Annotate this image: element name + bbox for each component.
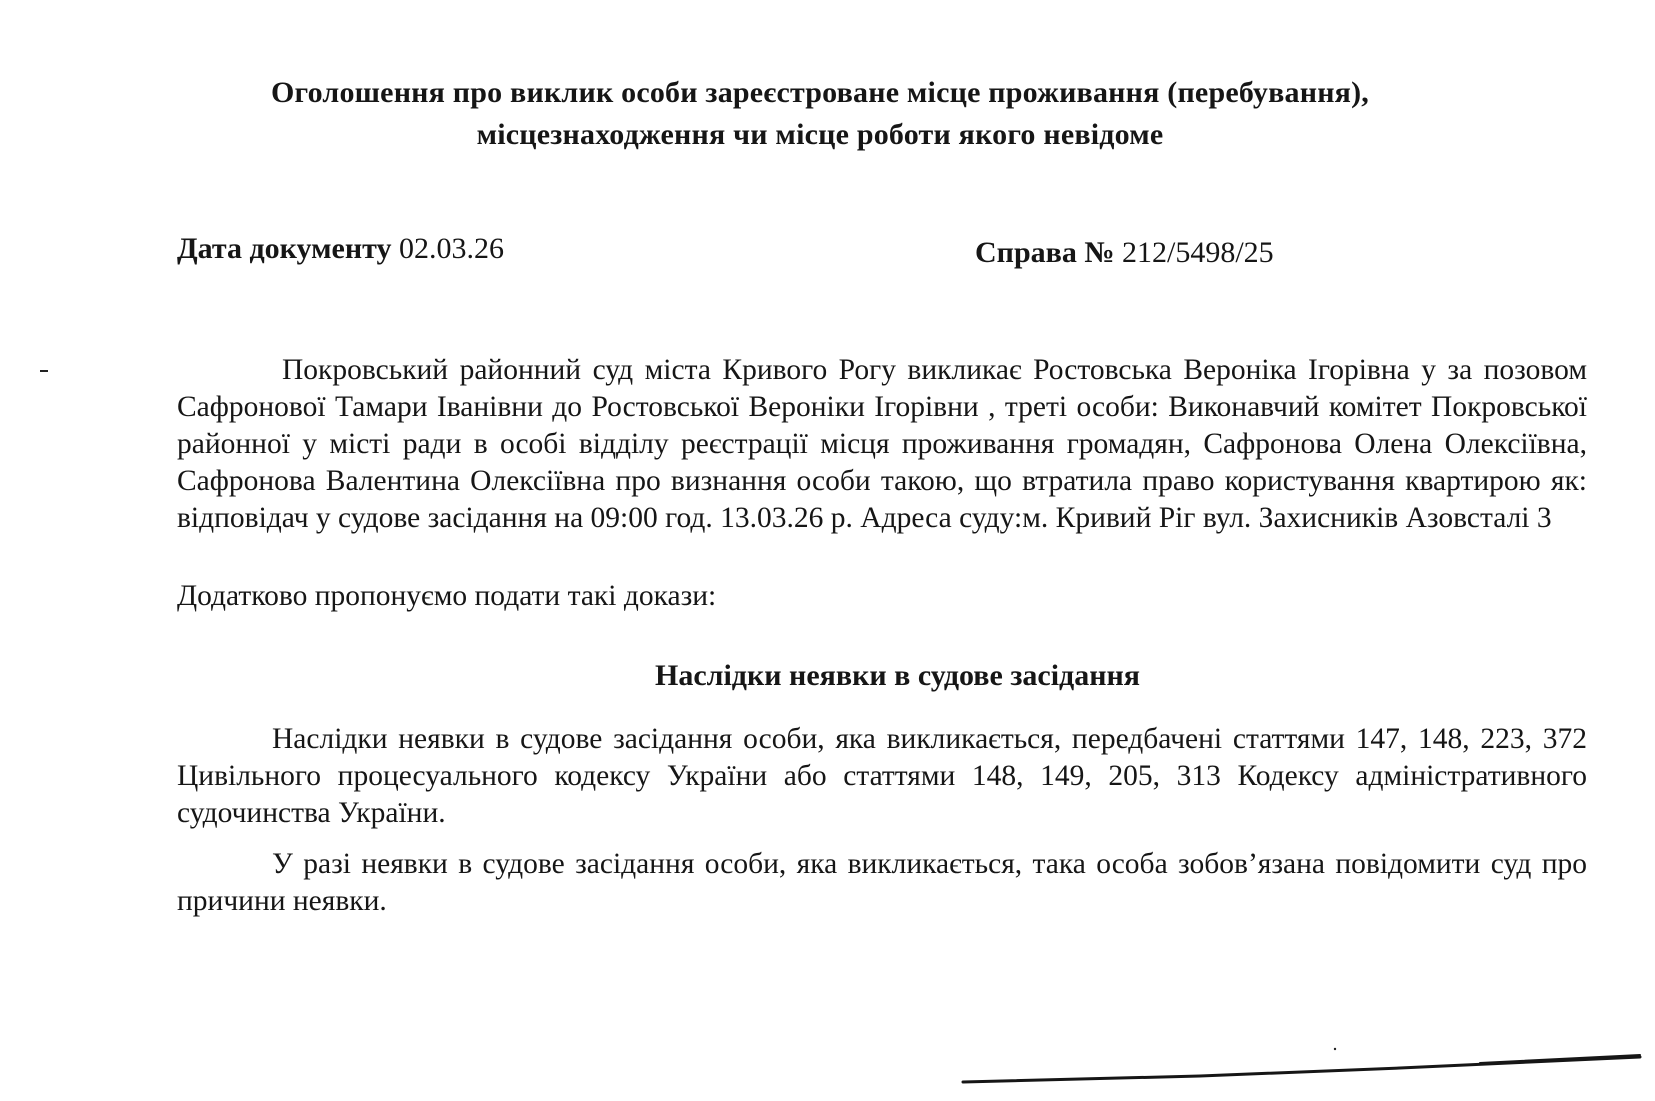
case-label: Справа №	[975, 236, 1115, 269]
case-number	[975, 236, 1274, 270]
obligation-paragraph: У разі неявки в судове засідання особи, яка викликається, така особа зобов’язана повідомити суд про причини неявки.	[177, 848, 1587, 917]
extra-evidence-paragraph: Додатково пропонуємо подати такі докази:	[177, 580, 717, 612]
case-value: 212/5498/25	[1121, 236, 1274, 269]
summons-paragraph: Покровський районний суд міста Кривого Рогу викликає Ростовська Вероніка Ігорівна у за позовом Сафронової Тамари Іванівни до Ростовської Вероніки Ігорівни , треті особи: Виконавчий комітет Покровської районної у місті ради в особі відділу реєстрації місця проживання громадян, Сафронова Олена Олексіївна, Сафронова Валентина Олексіївна про визнання особи такою, що втратила право користування квартирою як: відповідач у судове засідання на 09:00 год. 13.03.26 р. Адреса суду:м. Кривий Ріг вул. Захисників Азовсталі 3	[177, 354, 1587, 534]
date-value: 02.03.26	[398, 232, 504, 265]
margin-mark	[40, 370, 48, 372]
scan-speck	[1334, 1048, 1336, 1050]
title-line-1: Оголошення про виклик особи зареєстроване місце проживання (перебування),	[271, 76, 1369, 109]
document-date	[177, 232, 504, 266]
consequences-paragraph: Наслідки неявки в судове засідання особи, яка викликається, передбачені статтями 147, 148, 223, 372 Цивільного процесуального кодексу України або статтями 148, 149, 205, 313 Кодексу адміністративного судочинства України.	[177, 723, 1587, 829]
date-label: Дата документу	[177, 232, 392, 265]
signature-stroke-thick	[1480, 1055, 1640, 1063]
document-title	[200, 72, 1440, 156]
title-line-2: місцезнаходження чи місце роботи якого невідоме	[476, 118, 1164, 151]
consequences-heading: Наслідки неявки в судове засідання	[654, 659, 1141, 692]
signature-stroke	[963, 1057, 1640, 1082]
